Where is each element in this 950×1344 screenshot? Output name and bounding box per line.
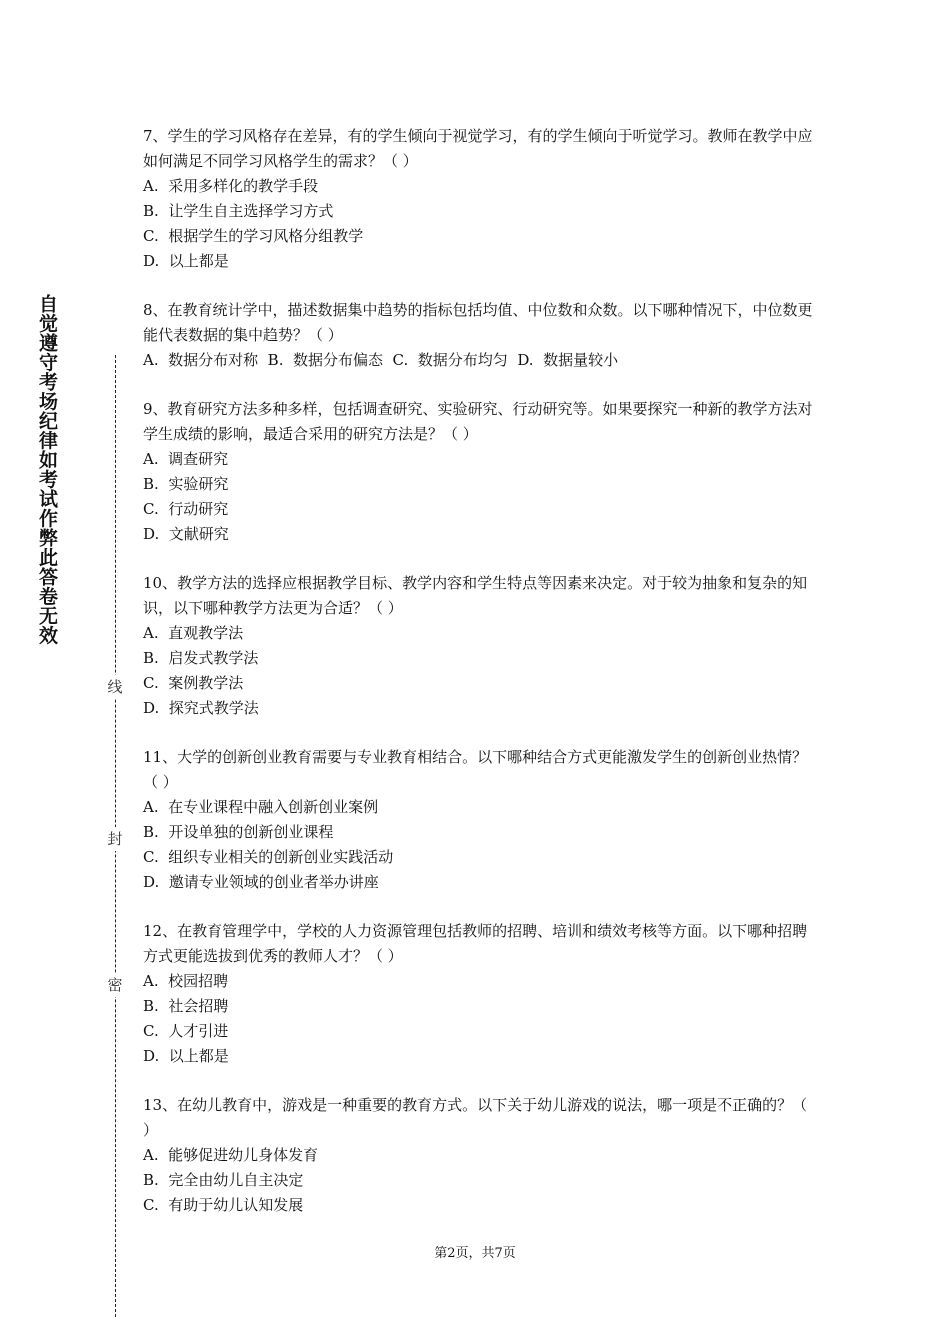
page-number: 第2页，共7页 xyxy=(434,1246,516,1261)
question-7 xyxy=(143,124,813,274)
question-text: 12、在教育管理学中，学校的人力资源管理包括教师的招聘、培训和绩效考核等方面。以下哪种招聘方式更能选拔到优秀的教师人才？（ ） xyxy=(143,922,808,965)
binding-char-xian: 线 xyxy=(105,675,125,699)
option-a: A. 直观教学法 xyxy=(143,624,244,642)
option-c: C. 案例教学法 xyxy=(143,674,244,692)
option-c: C. 人才引进 xyxy=(143,1022,229,1040)
option-c: C. 根据学生的学习风格分组教学 xyxy=(143,227,364,245)
question-11 xyxy=(143,745,813,895)
option-c: C. 行动研究 xyxy=(143,500,229,518)
question-13 xyxy=(143,1093,813,1218)
question-list xyxy=(143,124,813,1242)
option-a: A. 调查研究 xyxy=(143,450,229,468)
option-a: A. 能够促进幼儿身体发育 xyxy=(143,1146,319,1164)
options-inline: A. 数据分布对称 B. 数据分布偏态 C. 数据分布均匀 D. 数据量较小 xyxy=(143,351,619,369)
question-text: 7、学生的学习风格存在差异，有的学生倾向于视觉学习，有的学生倾向于听觉学习。教师在教学中应如何满足不同学习风格学生的需求？（ ） xyxy=(143,127,813,170)
option-b: B. 社会招聘 xyxy=(143,997,229,1015)
question-12 xyxy=(143,919,813,1069)
option-d: D. 邀请专业领域的创业者举办讲座 xyxy=(143,873,379,891)
option-a: A. 在专业课程中融入创新创业案例 xyxy=(143,798,379,816)
option-b: B. 启发式教学法 xyxy=(143,649,259,667)
option-c: C. 组织专业相关的创新创业实践活动 xyxy=(143,848,394,866)
question-8 xyxy=(143,298,813,373)
binding-char-mi: 密 xyxy=(105,973,125,997)
option-c: C. 有助于幼儿认知发展 xyxy=(143,1196,304,1214)
option-d: D. 文献研究 xyxy=(143,525,229,543)
option-b: B. 完全由幼儿自主决定 xyxy=(143,1171,304,1189)
option-d: D. 以上都是 xyxy=(143,1047,229,1065)
question-text: 13、在幼儿教育中，游戏是一种重要的教育方式。以下关于幼儿游戏的说法，哪一项是不正确的？（ ） xyxy=(143,1096,808,1139)
question-text: 10、教学方法的选择应根据教学目标、教学内容和学生特点等因素来决定。对于较为抽象和复杂的知识，以下哪种教学方法更为合适？（ ） xyxy=(143,574,808,617)
option-a: A. 校园招聘 xyxy=(143,972,229,990)
option-b: B. 让学生自主选择学习方式 xyxy=(143,202,334,220)
binding-char-feng: 封 xyxy=(105,827,125,851)
question-text: 11、大学的创新创业教育需要与专业教育相结合。以下哪种结合方式更能激发学生的创新创业热情？（ ） xyxy=(143,748,808,791)
option-a: A. 采用多样化的教学手段 xyxy=(143,177,319,195)
option-b: B. 实验研究 xyxy=(143,475,229,493)
question-9 xyxy=(143,397,813,547)
option-b: B. 开设单独的创新创业课程 xyxy=(143,823,334,841)
question-text: 9、教育研究方法多种多样，包括调查研究、实验研究、行动研究等。如果要探究一种新的教学方法对学生成绩的影响，最适合采用的研究方法是？（ ） xyxy=(143,400,813,443)
option-d: D. 探究式教学法 xyxy=(143,699,259,717)
question-text: 8、在教育统计学中，描述数据集中趋势的指标包括均值、中位数和众数。以下哪种情况下，中位数更能代表数据的集中趋势？（ ） xyxy=(143,301,813,344)
option-d: D. 以上都是 xyxy=(143,252,229,270)
question-10 xyxy=(143,571,813,721)
binding-line xyxy=(100,355,130,1317)
exam-discipline-notice: 自觉遵守考场纪律如考试作弊此答卷无效 xyxy=(36,294,58,645)
